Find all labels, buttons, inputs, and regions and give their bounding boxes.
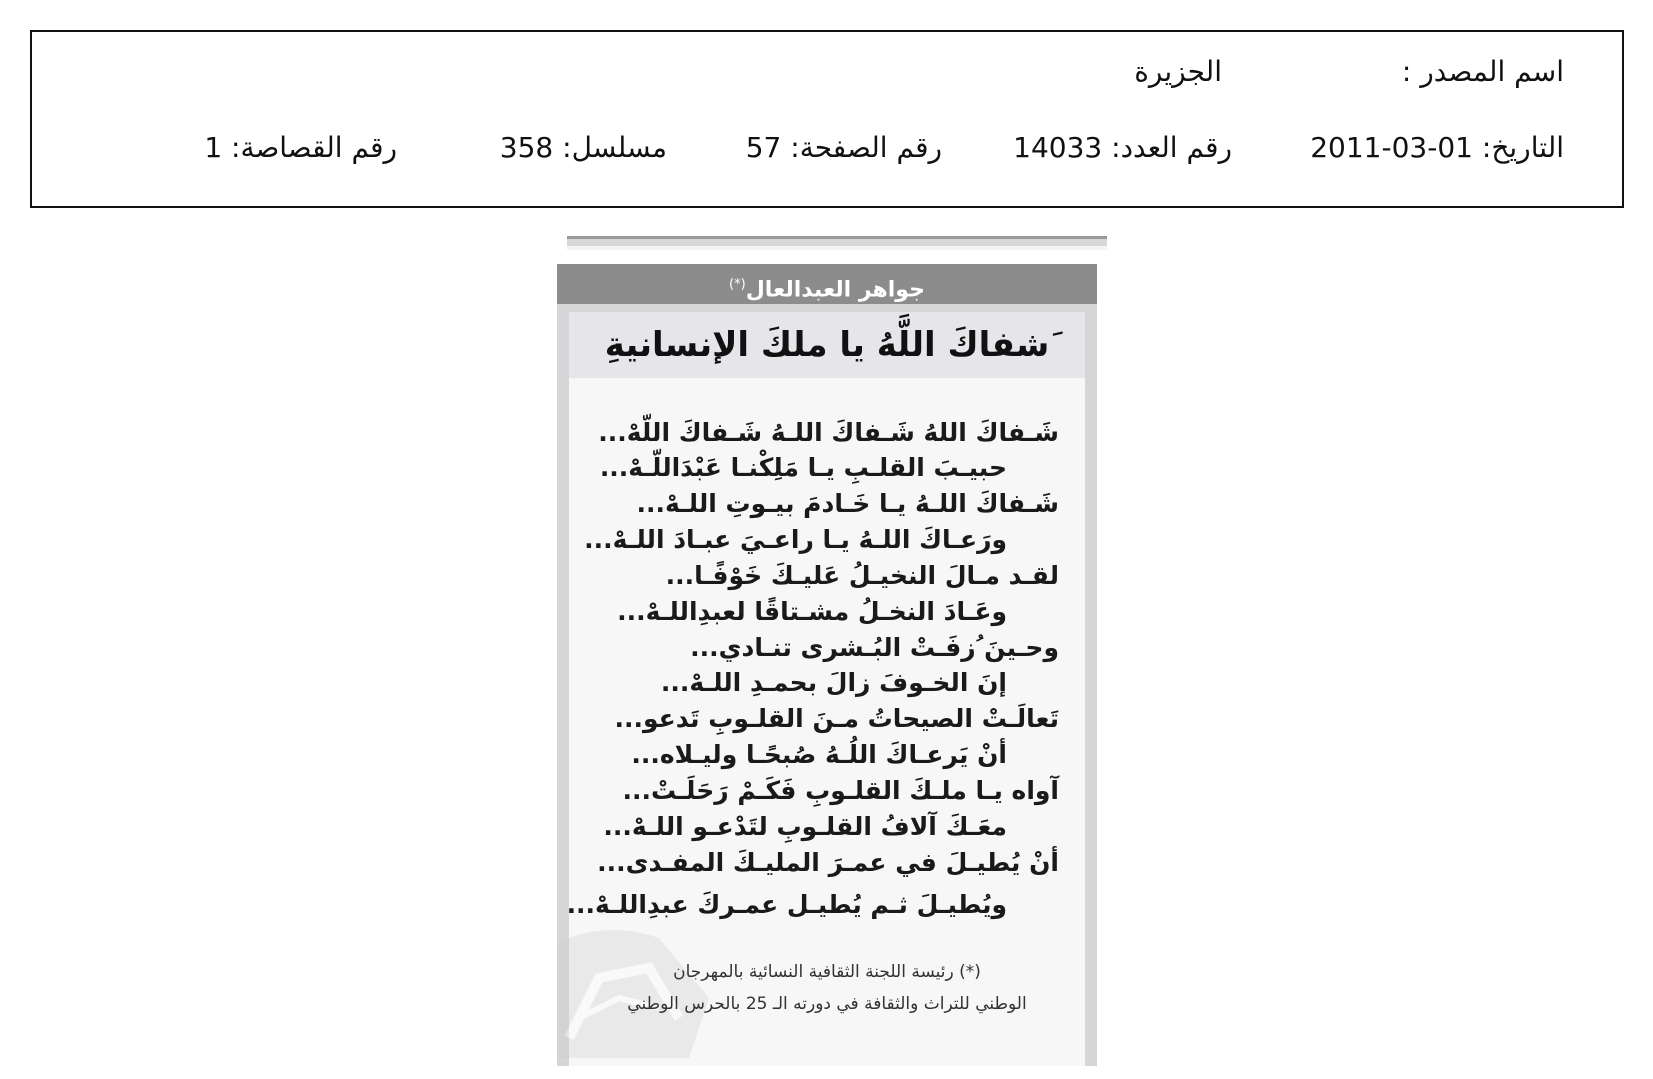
author-name: جواهر العبدالعال [745,277,925,303]
verse-line: وحـينَ ُزفَـتْ البُـشرى تنـادي... [690,633,1059,662]
newspaper-clipping [557,236,1119,1066]
clipping-number-field: رقم القصاصة: 1 [204,131,397,164]
page-number-field: رقم الصفحة: 57 [745,131,942,164]
verse-line: ويُطيـلَ ثـم يُطيـل عمـركَ عبدِاللـهْ... [566,890,1007,919]
author-footnote-mark: (*) [729,277,746,292]
clipping-top-rule [567,236,1107,250]
details-row [32,128,1622,168]
verse-line: شَـفاكَ اللـهُ يـا خَـادمَ بيـوتِ اللـهْ... [636,489,1059,518]
source-row [32,52,1622,92]
serial-field: مسلسل: 358 [499,131,667,164]
poem-title: َشفاكَ اللَّهُ يا ملكَ الإنسانيةِ [569,312,1085,378]
verse-line: لقـد مـالَ النخيـلُ عَليـكَ خَوْفًـا... [665,561,1059,590]
footnote-line: الوطني للتراث والثقافة في دورته الـ 25 بالحرس الوطني [627,994,1027,1014]
date-field: التاريخ: 01-03-2011 [1310,131,1564,164]
verse-line: أنْ يُطيـلَ في عمـرَ المليـكَ المفـدى... [597,848,1059,877]
footnote-line: (*) رئيسة اللجنة الثقافية النسائية بالمهرجان [673,962,981,982]
verse-line: معَـكَ آلافُ القلـوبِ لتَدْعـو اللـهْ... [603,812,1007,841]
verse-line: ورَعـاكَ اللـهُ يـا راعـيَ عبـادَ اللـهْ... [584,525,1007,554]
verse-line: أنْ يَرعـاكَ اللُـهُ صُبحًـا وليـلاه... [631,740,1007,769]
verse-line: آواه يـا ملـكَ القلـوبِ فَكَـمْ رَحَلَـتْ... [622,776,1059,805]
author-bar [557,264,1097,304]
poem-area [566,378,1085,1066]
verse-line: تَعالَـتْ الصيحاتُ مـنَ القلـوبِ تَدعو... [614,704,1059,733]
source-value: الجزيرة [1134,55,1222,88]
issue-number-field: رقم العدد: 14033 [1013,131,1232,164]
verse-line: وعَـادَ النخـلُ مشـتاقًا لعبدِاللـهْ... [617,597,1007,626]
source-info-box [30,30,1624,208]
source-label: اسم المصدر : [1401,55,1564,88]
verse-line: حبيـبَ القلـبِ يـا مَلِكْنـا عَبْدَاللّـهْ... [599,453,1007,482]
clipping-body [557,264,1097,1066]
verse-line: شَـفاكَ اللهُ شَـفاكَ اللـهُ شَـفاكَ اللّهْ... [598,418,1059,447]
verse-line: إنَ الخـوفَ زالَ بحمـدِ اللـهْ... [660,668,1007,697]
